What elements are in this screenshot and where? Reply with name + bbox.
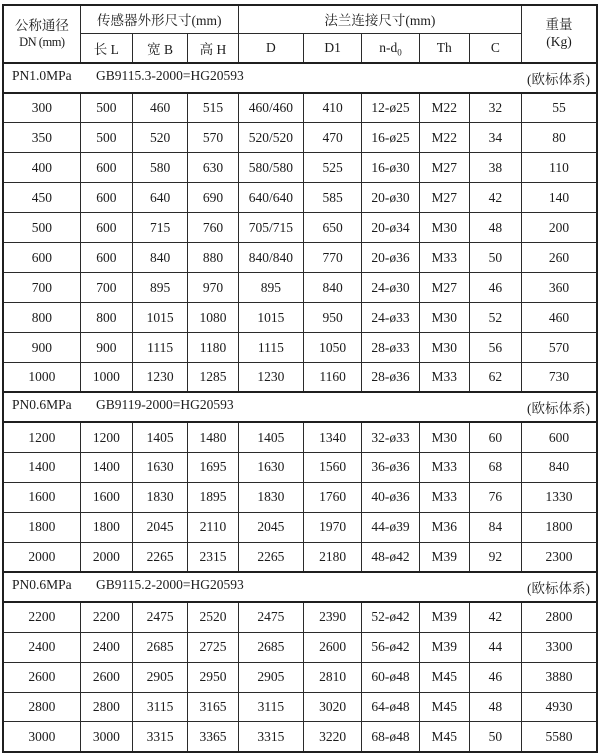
table-cell: 570 (188, 123, 238, 153)
table-cell: 2300 (522, 542, 598, 572)
header-dn (3, 5, 80, 63)
table-cell: 46 (469, 273, 521, 303)
table-row (3, 363, 597, 393)
header-col-width: 宽 B (132, 33, 187, 63)
table-row (3, 183, 597, 213)
table-cell: M45 (419, 662, 469, 692)
header-flange-group: 法兰连接尺寸(mm) (238, 5, 521, 33)
table-cell: 2180 (304, 542, 362, 572)
table-cell: 1630 (238, 452, 303, 482)
table-cell: 600 (80, 153, 132, 183)
table-cell: 2685 (238, 632, 303, 662)
table-cell: 800 (3, 303, 80, 333)
table-cell: 690 (188, 183, 238, 213)
table-cell: 470 (304, 123, 362, 153)
table-cell: 36-ø36 (362, 452, 420, 482)
table-cell: 2905 (238, 662, 303, 692)
table-cell: 650 (304, 213, 362, 243)
table-cell: 28-ø33 (362, 333, 420, 363)
table-cell: 60-ø48 (362, 662, 420, 692)
section-cell (3, 572, 597, 602)
table-cell: 2800 (522, 602, 598, 632)
table-cell: M33 (419, 452, 469, 482)
table-cell: M27 (419, 153, 469, 183)
table-cell: 46 (469, 662, 521, 692)
table-cell: 60 (469, 422, 521, 452)
table-cell: M30 (419, 303, 469, 333)
table-cell: 16-ø30 (362, 153, 420, 183)
table-row (3, 482, 597, 512)
table-cell: 44-ø39 (362, 512, 420, 542)
table-cell: 3365 (188, 722, 238, 752)
table-cell: 300 (3, 93, 80, 123)
table-cell: M33 (419, 482, 469, 512)
table-cell: 55 (522, 93, 598, 123)
table-cell: 840 (132, 243, 187, 273)
table-cell: 2600 (304, 632, 362, 662)
table-row (3, 452, 597, 482)
table-cell: 1800 (3, 512, 80, 542)
table-cell: M39 (419, 632, 469, 662)
table-cell: 880 (188, 243, 238, 273)
table-cell: 200 (522, 213, 598, 243)
table-cell: 3315 (238, 722, 303, 752)
table-cell: 2315 (188, 542, 238, 572)
table-row (3, 213, 597, 243)
table-cell: 1115 (238, 333, 303, 363)
table-cell: 3300 (522, 632, 598, 662)
table-cell: M33 (419, 363, 469, 393)
table-cell: 600 (3, 243, 80, 273)
table-cell: 760 (188, 213, 238, 243)
table-cell: 580/580 (238, 153, 303, 183)
section-pressure: PN0.6MPa (12, 397, 72, 413)
table-cell: 460/460 (238, 93, 303, 123)
table-cell: 12-ø25 (362, 93, 420, 123)
header-weight (522, 5, 598, 63)
table-cell: 2000 (3, 542, 80, 572)
table-body (3, 63, 597, 752)
table-cell: 2800 (80, 692, 132, 722)
table-row (3, 662, 597, 692)
table-cell: 2475 (132, 602, 187, 632)
table-cell: M22 (419, 123, 469, 153)
table-cell: 2600 (80, 662, 132, 692)
table-cell: 110 (522, 153, 598, 183)
spec-table (2, 4, 598, 753)
table-cell: 2475 (238, 602, 303, 632)
section-cell (3, 63, 597, 93)
table-cell: 770 (304, 243, 362, 273)
table-cell: 1405 (238, 422, 303, 452)
table-cell: 48 (469, 692, 521, 722)
table-cell: 140 (522, 183, 598, 213)
table-cell: 730 (522, 363, 598, 393)
table-row (3, 722, 597, 752)
table-row (3, 153, 597, 183)
table-cell: M45 (419, 722, 469, 752)
table-cell: 520 (132, 123, 187, 153)
section-row (3, 392, 597, 422)
table-cell: 2045 (238, 512, 303, 542)
table-cell: M22 (419, 93, 469, 123)
table-cell: 62 (469, 363, 521, 393)
table-cell: 3000 (80, 722, 132, 752)
table-cell: 400 (3, 153, 80, 183)
table-row (3, 632, 597, 662)
table-cell: 895 (238, 273, 303, 303)
table-cell: 64-ø48 (362, 692, 420, 722)
table-cell: 600 (80, 183, 132, 213)
table-cell: 52-ø42 (362, 602, 420, 632)
section-note: (欧标体系) (527, 581, 590, 597)
table-cell: 2600 (3, 662, 80, 692)
table-cell: 44 (469, 632, 521, 662)
table-cell: 2200 (3, 602, 80, 632)
table-cell: 700 (3, 273, 80, 303)
table-cell: 705/715 (238, 213, 303, 243)
header-dn-en: DN (mm) (19, 34, 65, 49)
table-cell: M27 (419, 183, 469, 213)
table-cell: 640 (132, 183, 187, 213)
table-cell: 2905 (132, 662, 187, 692)
table-cell: 840/840 (238, 243, 303, 273)
table-cell: 515 (188, 93, 238, 123)
table-cell: 640/640 (238, 183, 303, 213)
table-row (3, 542, 597, 572)
table-cell: 56-ø42 (362, 632, 420, 662)
table-cell: 1600 (3, 482, 80, 512)
table-cell: 20-ø30 (362, 183, 420, 213)
header-nd-subscript: 0 (397, 47, 402, 58)
table-cell: 1115 (132, 333, 187, 363)
table-cell: 2725 (188, 632, 238, 662)
table-cell: 500 (80, 93, 132, 123)
table-cell: 1160 (304, 363, 362, 393)
table-cell: 525 (304, 153, 362, 183)
table-cell: 2265 (132, 542, 187, 572)
table-cell: 1560 (304, 452, 362, 482)
table-cell: 580 (132, 153, 187, 183)
table-row (3, 93, 597, 123)
table-cell: 5580 (522, 722, 598, 752)
table-cell: 1330 (522, 482, 598, 512)
table-row (3, 303, 597, 333)
table-cell: 1760 (304, 482, 362, 512)
header-col-nd0 (362, 33, 420, 63)
table-cell: 68 (469, 452, 521, 482)
table-cell: 80 (522, 123, 598, 153)
table-cell: 1230 (238, 363, 303, 393)
header-weight-unit: (Kg) (546, 34, 572, 49)
table-cell: 1050 (304, 333, 362, 363)
table-cell: 1340 (304, 422, 362, 452)
table-cell: M39 (419, 602, 469, 632)
section-pressure: PN1.0MPa (12, 67, 72, 83)
table-cell: 48 (469, 213, 521, 243)
table-cell: 260 (522, 243, 598, 273)
table-cell: 1230 (132, 363, 187, 393)
table-cell: 24-ø30 (362, 273, 420, 303)
table-cell: 32 (469, 93, 521, 123)
section-standard: GB9119-2000=HG20593 (96, 397, 234, 413)
table-cell: 3220 (304, 722, 362, 752)
header-col-th: Th (419, 33, 469, 63)
table-cell: 20-ø34 (362, 213, 420, 243)
table-cell: 1015 (132, 303, 187, 333)
table-cell: 900 (3, 333, 80, 363)
table-cell: 1480 (188, 422, 238, 452)
table-cell: 350 (3, 123, 80, 153)
table-cell: 50 (469, 243, 521, 273)
table-cell: 2265 (238, 542, 303, 572)
table-cell: M30 (419, 422, 469, 452)
table-cell: M30 (419, 333, 469, 363)
table-cell: 56 (469, 333, 521, 363)
table-cell: 34 (469, 123, 521, 153)
table-cell: M27 (419, 273, 469, 303)
table-cell: 42 (469, 602, 521, 632)
table-row (3, 273, 597, 303)
table-row (3, 512, 597, 542)
table-cell: 3020 (304, 692, 362, 722)
table-cell: 500 (80, 123, 132, 153)
table-cell: 3115 (132, 692, 187, 722)
table-cell: 1830 (238, 482, 303, 512)
table-cell: 600 (80, 243, 132, 273)
table-cell: 715 (132, 213, 187, 243)
table-cell: 895 (132, 273, 187, 303)
table-cell: 970 (188, 273, 238, 303)
table-cell: 1000 (80, 363, 132, 393)
table-cell: 800 (80, 303, 132, 333)
header-weight-cn: 重量 (545, 17, 573, 33)
table-cell: 2000 (80, 542, 132, 572)
table-cell: 585 (304, 183, 362, 213)
table-cell: 1080 (188, 303, 238, 333)
table-cell: 4930 (522, 692, 598, 722)
section-row (3, 63, 597, 93)
table-cell: 500 (3, 213, 80, 243)
table-cell: 2950 (188, 662, 238, 692)
table-cell: 50 (469, 722, 521, 752)
table-cell: 28-ø36 (362, 363, 420, 393)
table-cell: 2400 (3, 632, 80, 662)
table-cell: 92 (469, 542, 521, 572)
header-row-2 (3, 33, 597, 63)
section-standard: GB9115.2-2000=HG20593 (96, 577, 244, 593)
table-cell: 450 (3, 183, 80, 213)
table-cell: 1200 (3, 422, 80, 452)
table-row (3, 602, 597, 632)
table-cell: 1895 (188, 482, 238, 512)
table-cell: 2810 (304, 662, 362, 692)
table-cell: 42 (469, 183, 521, 213)
table-cell: 600 (80, 213, 132, 243)
table-cell: 2520 (188, 602, 238, 632)
table-cell: 2390 (304, 602, 362, 632)
table-cell: 1285 (188, 363, 238, 393)
table-cell: 3115 (238, 692, 303, 722)
table-cell: 900 (80, 333, 132, 363)
table-cell: 460 (132, 93, 187, 123)
table-row (3, 422, 597, 452)
table-cell: 2400 (80, 632, 132, 662)
table-cell: 16-ø25 (362, 123, 420, 153)
table-cell: 1015 (238, 303, 303, 333)
section-cell (3, 392, 597, 422)
table-cell: 68-ø48 (362, 722, 420, 752)
header-row-1 (3, 5, 597, 33)
header-col-d: D (238, 33, 303, 63)
table-cell: 1180 (188, 333, 238, 363)
table-cell: 76 (469, 482, 521, 512)
table-cell: 38 (469, 153, 521, 183)
table-cell: 600 (522, 422, 598, 452)
header-nd-label: n-d (379, 39, 398, 55)
section-note: (欧标体系) (527, 401, 590, 417)
table-row (3, 243, 597, 273)
table-cell: M45 (419, 692, 469, 722)
table-cell: 3000 (3, 722, 80, 752)
table-cell: 1000 (3, 363, 80, 393)
table-cell: M39 (419, 542, 469, 572)
table-cell: M30 (419, 213, 469, 243)
table-cell: 840 (522, 452, 598, 482)
table-cell: 40-ø36 (362, 482, 420, 512)
table-cell: 32-ø33 (362, 422, 420, 452)
table-cell: 48-ø42 (362, 542, 420, 572)
table-cell: 520/520 (238, 123, 303, 153)
table-cell: 2800 (3, 692, 80, 722)
header-col-height: 高 H (188, 33, 238, 63)
header-col-c: C (469, 33, 521, 63)
section-note: (欧标体系) (527, 71, 590, 87)
table-row (3, 123, 597, 153)
table-cell: M36 (419, 512, 469, 542)
table-cell: 1400 (3, 452, 80, 482)
table-row (3, 333, 597, 363)
table-cell: 20-ø36 (362, 243, 420, 273)
table-cell: M33 (419, 243, 469, 273)
table-cell: 1200 (80, 422, 132, 452)
table-cell: 2685 (132, 632, 187, 662)
table-cell: 570 (522, 333, 598, 363)
table-cell: 1800 (522, 512, 598, 542)
table-cell: 410 (304, 93, 362, 123)
table-cell: 1800 (80, 512, 132, 542)
table-cell: 84 (469, 512, 521, 542)
table-cell: 360 (522, 273, 598, 303)
table-cell: 1830 (132, 482, 187, 512)
table-cell: 2200 (80, 602, 132, 632)
section-pressure: PN0.6MPa (12, 577, 72, 593)
table-cell: 630 (188, 153, 238, 183)
table-cell: 1600 (80, 482, 132, 512)
table-cell: 1970 (304, 512, 362, 542)
header-col-d1: D1 (304, 33, 362, 63)
header-sensor-group: 传感器外形尺寸(mm) (80, 5, 238, 33)
table-cell: 3165 (188, 692, 238, 722)
table-cell: 950 (304, 303, 362, 333)
table-cell: 2110 (188, 512, 238, 542)
table-cell: 840 (304, 273, 362, 303)
table-cell: 1400 (80, 452, 132, 482)
table-cell: 2045 (132, 512, 187, 542)
table-cell: 460 (522, 303, 598, 333)
table-cell: 3880 (522, 662, 598, 692)
table-cell: 24-ø33 (362, 303, 420, 333)
table-row (3, 692, 597, 722)
header-dn-cn: 公称通径 (14, 17, 69, 33)
table-cell: 3315 (132, 722, 187, 752)
table-cell: 1405 (132, 422, 187, 452)
header-col-length: 长 L (80, 33, 132, 63)
table-cell: 1630 (132, 452, 187, 482)
table-cell: 52 (469, 303, 521, 333)
table-cell: 1695 (188, 452, 238, 482)
table-cell: 700 (80, 273, 132, 303)
section-row (3, 572, 597, 602)
section-standard: GB9115.3-2000=HG20593 (96, 67, 244, 83)
